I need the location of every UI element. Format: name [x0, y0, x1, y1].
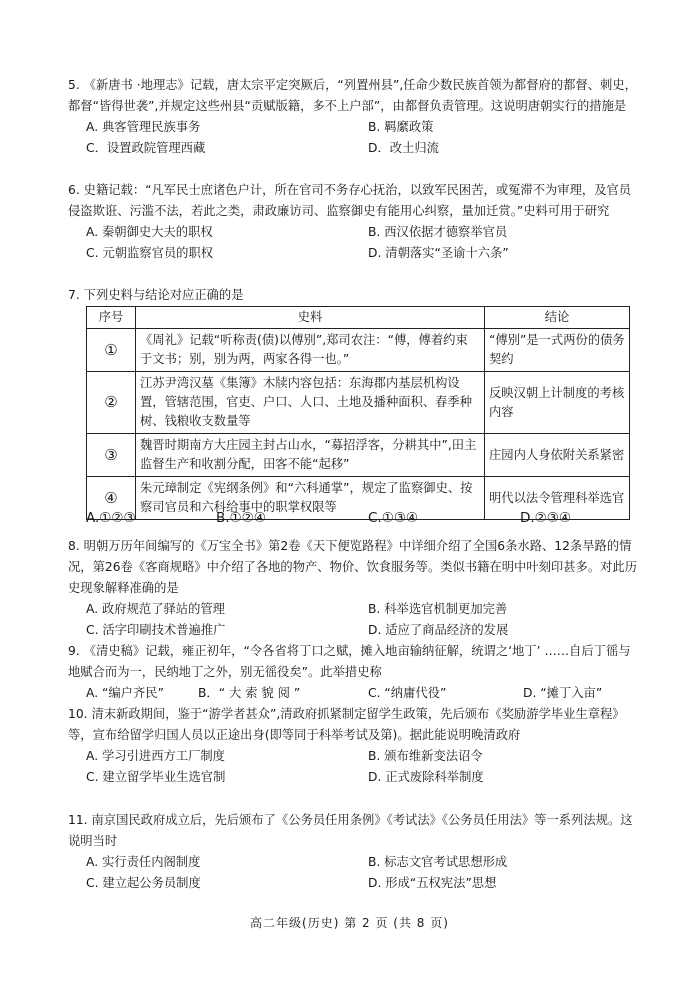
question-stem: 5. 《新唐书 ·地理志》记载，唐太宗平定突厥后，“列置州县”,任命少数民族首领为都督府的都督、刺史，都督“皆得世袭”,并规定这些州县“贡赋版籍，多不上户部”，由都督负责管理。这说明唐朝实行的措施是 [68, 78, 637, 113]
option-c[interactable]: C. 活字印刷技术普遍推广 [86, 623, 226, 637]
option-d[interactable]: D．改土归流 [368, 141, 439, 155]
option-c[interactable]: C．设置政院管理西藏 [86, 141, 206, 155]
option-d[interactable]: D. “摊丁入亩” [523, 686, 603, 700]
header-source: 史料 [136, 307, 485, 329]
row-source: 魏晋时期南方大庄园主封占山水，“募招浮客，分耕其中”,田主监督生产和收割分配，田客不能“起移” [136, 434, 485, 477]
question-11 [68, 810, 638, 894]
option-a[interactable]: A.①②③ [86, 510, 136, 526]
question-5 [68, 75, 638, 159]
option-c[interactable]: C. 元朝监察官员的职权 [86, 246, 214, 260]
option-a[interactable]: A. “编户齐民” [86, 686, 164, 700]
question-6 [68, 180, 638, 264]
row-source: 江苏尹湾汉墓《集簿》木牍内容包括：东海郡内基层机构设置，管辖范围，官吏、户口、人口、土地及播种面积、春季种树、钱粮收支数量等 [136, 372, 485, 434]
question-10 [68, 704, 638, 788]
question-7-answers [86, 510, 630, 528]
question-stem: 9. 《清史稿》记载，雍正初年，“令各省将丁口之赋，摊入地亩输纳征解，统谓之‘地丁’ ……自后丁徭与地赋合而为一，民纳地丁之外，别无徭役矣”。此举措史称 [68, 644, 631, 679]
question-stem: 7. 下列史料与结论对应正确的是 [68, 288, 244, 302]
question-stem: 11. 南京国民政府成立后，先后颁布了《公务员任用条例》《考试法》《公务员任用法》等一系列法规。这说明当时 [68, 813, 633, 848]
row-index: ② [87, 372, 136, 434]
question-9 [68, 641, 638, 704]
row-index: ① [87, 329, 136, 372]
option-b[interactable]: B．“ 大 索 貌 阅 ” [198, 686, 301, 700]
option-a[interactable]: A. 学习引进西方工厂制度 [86, 749, 225, 763]
option-c[interactable]: C. 建立起公务员制度 [86, 876, 201, 890]
row-index: ③ [87, 434, 136, 477]
option-b[interactable]: B. 羁縻政策 [368, 120, 434, 134]
option-c[interactable]: C.①③④ [368, 510, 419, 526]
row-conclusion: 庄园内人身依附关系紧密 [485, 434, 630, 477]
option-d[interactable]: D. 适应了商品经济的发展 [368, 623, 509, 637]
option-a[interactable]: A. 秦朝御史大夫的职权 [86, 225, 213, 239]
option-b[interactable]: B.①②④ [216, 510, 266, 526]
table-row [87, 329, 630, 372]
option-a[interactable]: A. 典客管理民族事务 [86, 120, 201, 134]
table-row [87, 372, 630, 434]
row-source: 朱元璋制定《宪纲条例》和“六科通掌”，规定了监察御史、按察司官员和六科给事中的职掌权限等 [136, 477, 485, 520]
question-stem: 6. 史籍记载：“凡军民士庶诸色户计，所在官司不务存心抚治，以致军民困苦，或冤滞不为审理，及官员侵盗欺诳、污滥不法，若此之类，肃政廉访司、监察御史有能用心纠察，量加迁赏。”史料可用于研究 [68, 183, 632, 218]
option-d[interactable]: D. 正式废除科举制度 [368, 770, 484, 784]
question-stem: 10. 清末新政期间，鉴于“游学者甚众”,清政府抓紧制定留学生政策，先后颁布《奖励游学毕业生章程》等，宣布给留学归国人员以正途出身(即等同于科举考试及第)。据此能说明晚清政府 [68, 707, 625, 742]
question-stem: 8. 明朝万历年间编写的《万宝全书》第2卷《天下便览路程》中详细介绍了全国6条水路、12条旱路的情况，第26卷《客商规略》中介绍了各地的物产、物价、饮食服务等。类似书籍在明中叶刻印甚多。对此历史现象解释准确的是 [68, 539, 638, 595]
options [68, 746, 638, 788]
source-table [86, 306, 630, 520]
option-d[interactable]: D. 形成“五权宪法”思想 [368, 876, 497, 890]
row-conclusion: “傅别”是一式两份的债务契约 [485, 329, 630, 372]
option-a[interactable]: A. 实行责任内阁制度 [86, 855, 201, 869]
row-index: ④ [87, 477, 136, 520]
options [68, 852, 638, 894]
option-a[interactable]: A. 政府规范了驿站的管理 [86, 602, 225, 616]
option-d[interactable]: D. 清朝落实“圣谕十六条” [368, 246, 509, 260]
table-row [87, 434, 630, 477]
option-c[interactable]: C. “纳庸代役” [368, 686, 447, 700]
row-conclusion: 反映汉朝上计制度的考核内容 [485, 372, 630, 434]
options [68, 117, 638, 159]
table-header-row [87, 307, 630, 329]
header-conclusion: 结论 [485, 307, 630, 329]
row-conclusion: 明代以法令管理科举选官 [485, 477, 630, 520]
question-7 [68, 285, 638, 306]
option-b[interactable]: B. 科举选官机制更加完善 [368, 602, 508, 616]
option-b[interactable]: B. 西汉依据才德察举官员 [368, 225, 508, 239]
option-b[interactable]: B. 标志文官考试思想形成 [368, 855, 508, 869]
row-source: 《周礼》记载“听称责(债)以傅别”,郑司农注：“傅，傅着约束于文书；别，别为两，两家各得一也。” [136, 329, 485, 372]
header-index: 序号 [87, 307, 136, 329]
page-footer: 高二年级(历史) 第 2 页 (共 8 页) [250, 916, 449, 930]
question-8 [68, 536, 638, 641]
option-d[interactable]: D.②③④ [520, 510, 571, 526]
option-c[interactable]: C. 建立留学毕业生选官制 [86, 770, 226, 784]
options [68, 683, 638, 704]
option-b[interactable]: B. 颁布维新变法诏令 [368, 749, 483, 763]
options [68, 599, 638, 641]
options [68, 222, 638, 264]
